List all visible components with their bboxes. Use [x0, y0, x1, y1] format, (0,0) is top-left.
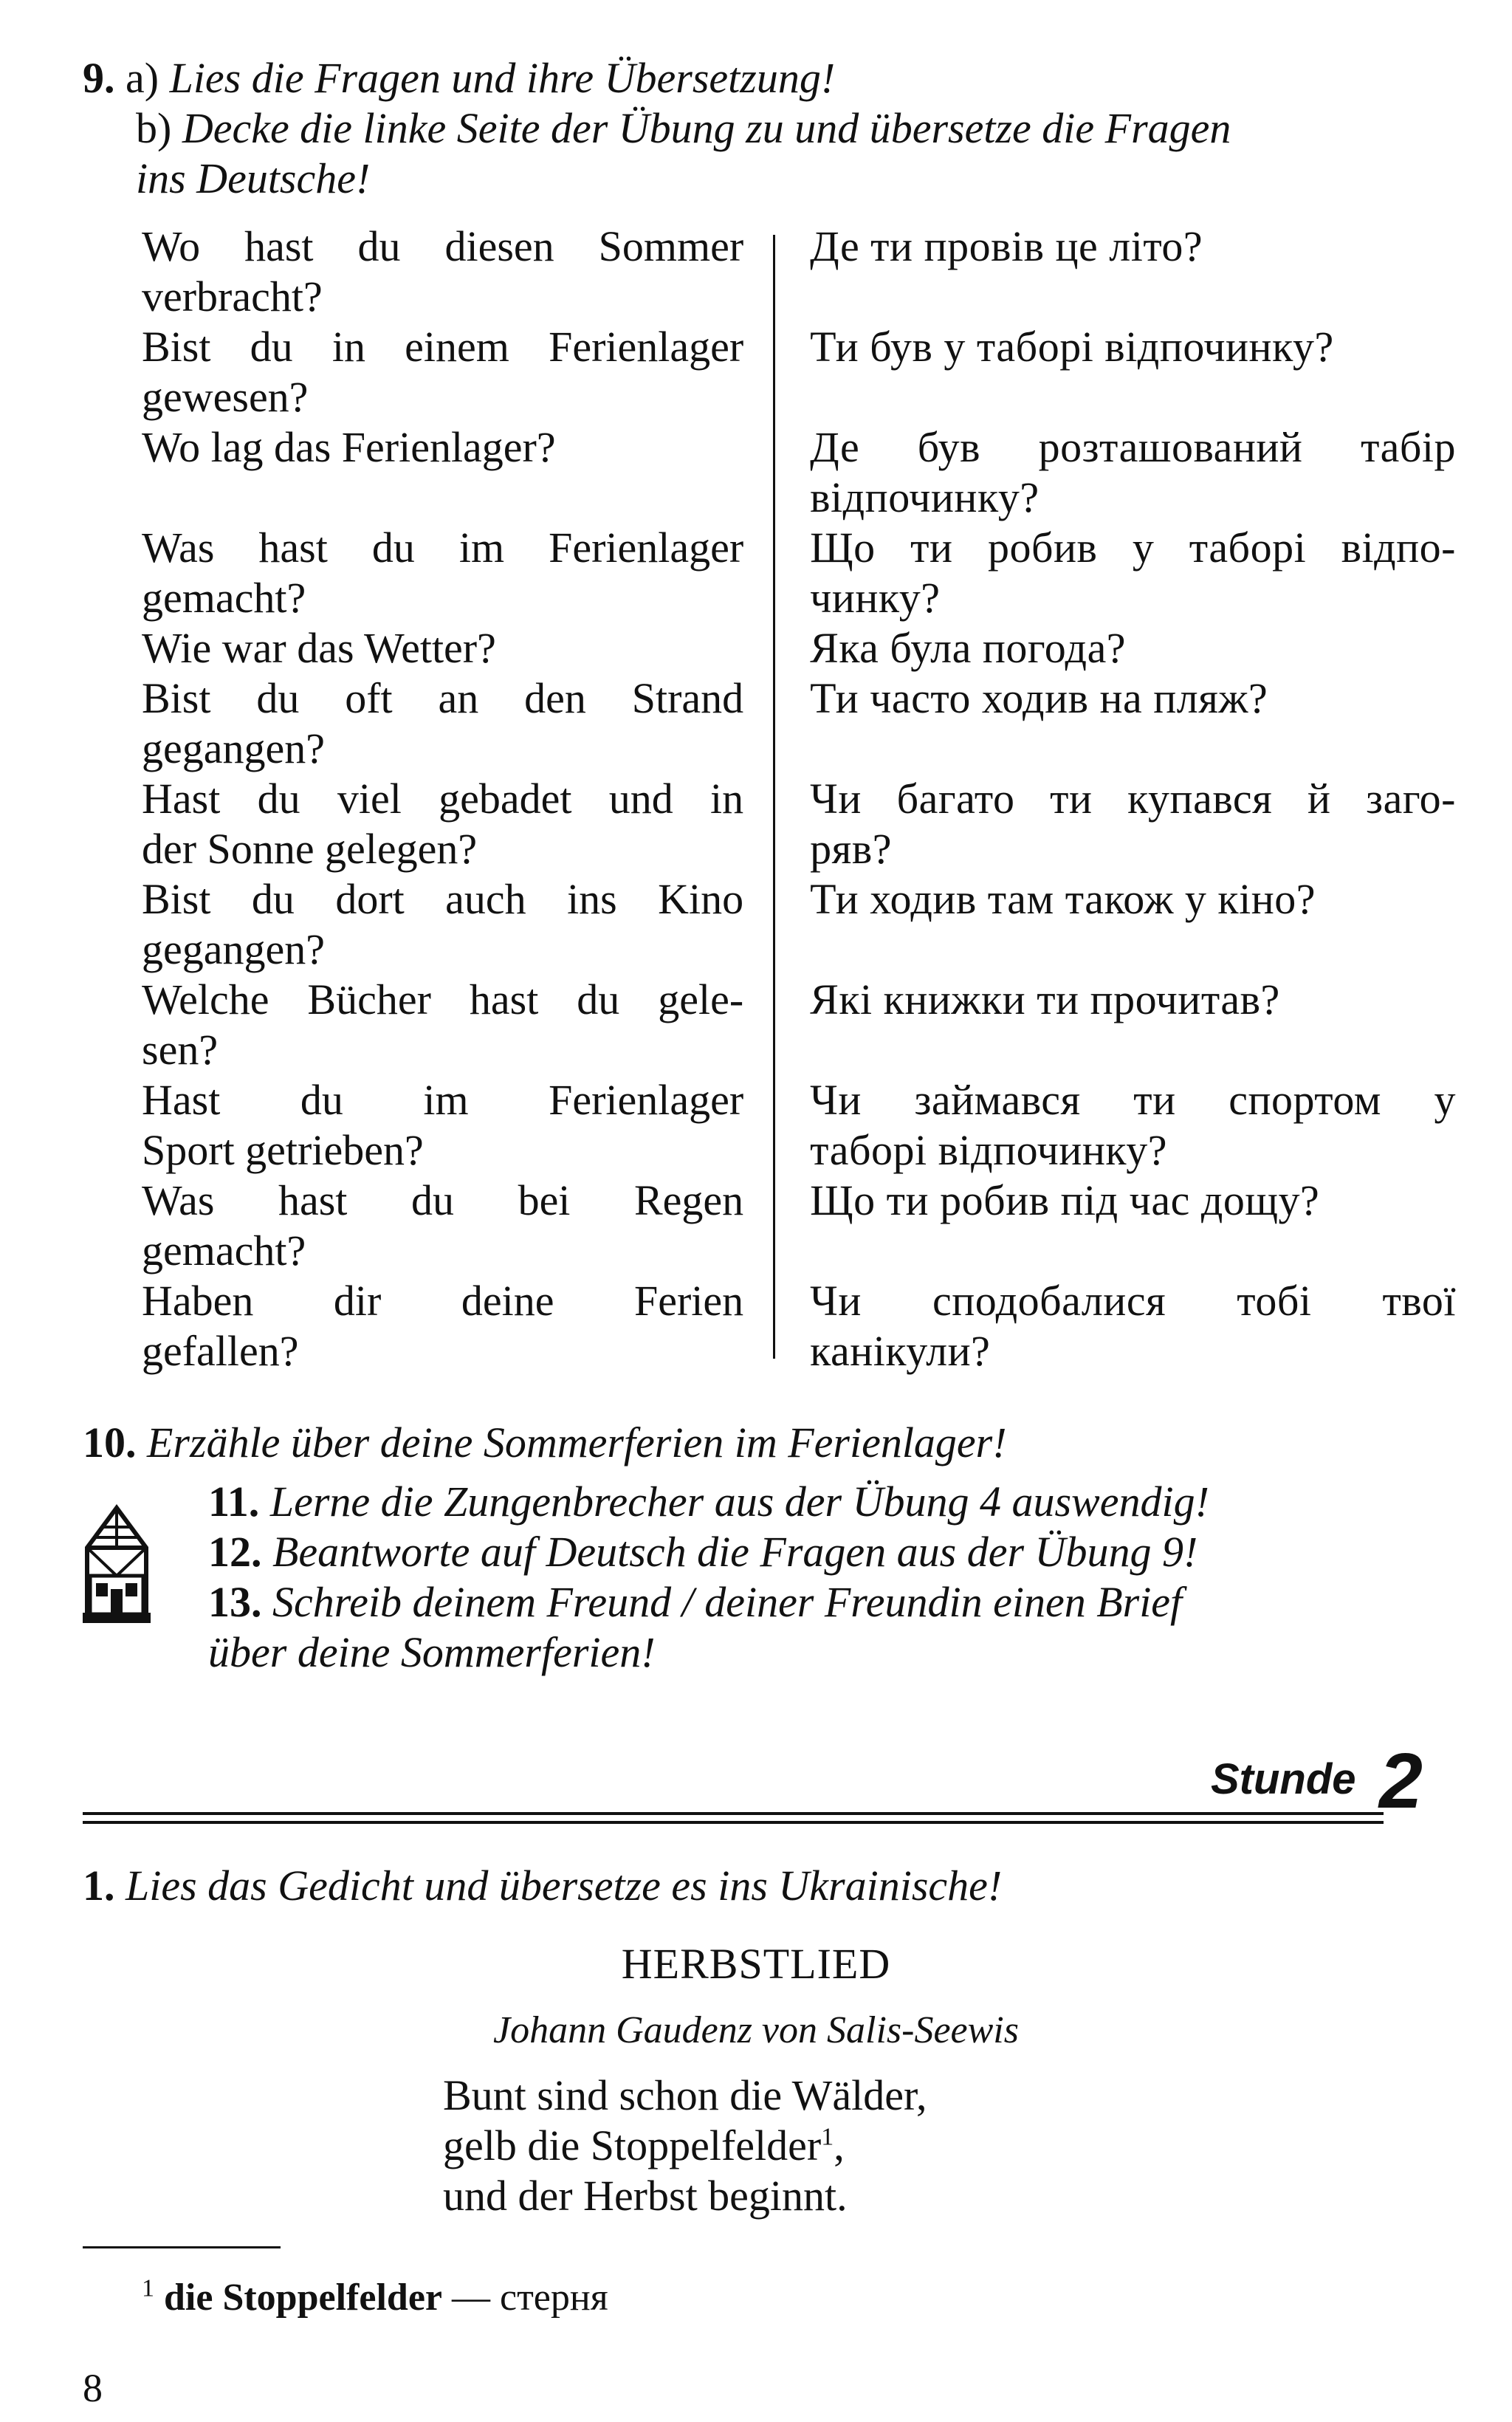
- footnote-dash: —: [441, 2277, 500, 2319]
- poem-line: und der Herbst beginnt.: [443, 2172, 848, 2220]
- german-question: [142, 422, 743, 523]
- ukrainian-translation: [810, 222, 1456, 322]
- poem-line-text: gelb die Stoppelfelder: [443, 2121, 822, 2169]
- german-question: [142, 975, 743, 1075]
- footnote: [142, 2274, 608, 2322]
- part-b-text-line2: ins Deutsche!: [136, 154, 371, 202]
- ukrainian-translation-line: Чи сподобалися тобі твої: [810, 1277, 1456, 1325]
- german-question-line: der Sonne gelegen?: [142, 825, 478, 873]
- german-question-line: Welche Bücher hast du gele-: [142, 975, 744, 1023]
- ukrainian-translation: [810, 874, 1456, 975]
- exercise-10-text: Erzähle über deine Sommerferien im Ferienlager!: [147, 1418, 1007, 1466]
- lesson2-exercise-1-text: Lies das Gedicht und übersetze es ins Ukrainische!: [126, 1862, 1003, 1910]
- german-question: [142, 1176, 743, 1276]
- section-rule-top: [83, 1812, 1384, 1815]
- ukrainian-translation-line: Де був розташований табір: [810, 423, 1456, 471]
- german-question: [142, 623, 743, 673]
- footnote-marker: 1: [142, 2274, 154, 2302]
- lesson2-exercise-1: [83, 1861, 1456, 1911]
- ukrainian-translation-line: Ти ходив там також у кіно?: [810, 875, 1316, 923]
- german-question-line: Bist du oft an den Strand: [142, 674, 744, 722]
- homework-item-number: 13.: [208, 1578, 262, 1626]
- ukrainian-translation: [810, 322, 1456, 422]
- ukrainian-translation: [810, 1075, 1456, 1176]
- ukrainian-translation-line: Що ти робив під час дощу?: [810, 1176, 1320, 1224]
- ukrainian-translation-line: [810, 372, 1456, 422]
- ukrainian-translation-line: [810, 924, 1456, 975]
- ukrainian-translation: [810, 1176, 1456, 1276]
- homework-item-11: [208, 1477, 1449, 1527]
- exercise-9-instructions: [83, 53, 1456, 204]
- german-question: [142, 222, 743, 322]
- poem-line: Bunt sind schon die Wälder,: [443, 2071, 927, 2119]
- section-rule-bottom: [83, 1821, 1384, 1824]
- ukrainian-translation-line: Чи займався ти спортом у: [810, 1076, 1456, 1124]
- lesson2-exercise-1-number: 1.: [83, 1862, 115, 1910]
- german-question-line: gegangen?: [142, 724, 325, 772]
- ukrainian-translation: [810, 523, 1456, 623]
- ukrainian-translation-line: [810, 1226, 1456, 1276]
- table-row: [142, 673, 1456, 774]
- house-icon: [80, 1502, 154, 1627]
- table-row: [142, 1176, 1456, 1276]
- german-question-line: Bist du dort auch ins Kino: [142, 875, 744, 923]
- german-question-line: [142, 473, 743, 523]
- german-question-line: Wo lag das Ferienlager?: [142, 423, 556, 471]
- lesson-heading-label: Stunde: [1211, 1755, 1356, 1803]
- german-question: [142, 774, 743, 874]
- homework-item-number: 11.: [208, 1478, 260, 1526]
- question-translation-table: [142, 222, 1456, 1376]
- german-question: [142, 322, 743, 422]
- ukrainian-translation-line: Ти часто ходив на пляж?: [810, 674, 1268, 722]
- german-question-line: gemacht?: [142, 574, 306, 622]
- exercise-10: [83, 1418, 1456, 1468]
- german-question: [142, 1276, 743, 1376]
- german-question-line: gefallen?: [142, 1327, 299, 1375]
- homework-item-text: Beantworte auf Deutsch die Fragen aus der Übung 9!: [272, 1528, 1198, 1576]
- ukrainian-translation: [810, 422, 1456, 523]
- german-question-line: Was hast du im Ferienlager: [142, 524, 744, 572]
- ukrainian-translation-line: канікули?: [810, 1327, 991, 1375]
- german-question-line: sen?: [142, 1026, 219, 1074]
- homework-item-text: Lerne die Zungenbrecher aus der Übung 4 auswendig!: [269, 1478, 1209, 1526]
- german-question-line: gemacht?: [142, 1227, 306, 1275]
- table-row: [142, 874, 1456, 975]
- homework-item-number: 12.: [208, 1528, 262, 1576]
- german-question-line: Haben dir deine Ferien: [142, 1277, 744, 1325]
- poem-body: [443, 2071, 1329, 2221]
- table-row: [142, 1276, 1456, 1376]
- exercise-10-number: 10.: [83, 1418, 137, 1466]
- ukrainian-translation-line: Що ти робив у таборі відпо-: [810, 524, 1456, 572]
- ukrainian-translation: [810, 673, 1456, 774]
- ukrainian-translation-line: ряв?: [810, 825, 892, 873]
- german-question-line: Was hast du bei Regen: [142, 1176, 744, 1224]
- ukrainian-translation-line: Які книжки ти прочитав?: [810, 975, 1280, 1023]
- german-question-line: verbracht?: [142, 272, 323, 320]
- page-number: 8: [83, 2366, 103, 2410]
- footnote-reference: 1: [821, 2123, 834, 2151]
- ukrainian-translation: [810, 975, 1456, 1075]
- poem-title: HERBSTLIED: [621, 1940, 891, 1988]
- german-question-line: Hast du viel gebadet und in: [142, 775, 744, 823]
- german-question-line: Hast du im Ferienlager: [142, 1076, 744, 1124]
- part-a-text: Lies die Fragen und ihre Übersetzung!: [169, 54, 836, 102]
- part-a-marker: a): [126, 54, 159, 102]
- german-question: [142, 673, 743, 774]
- exercise-9-number: 9.: [83, 54, 115, 102]
- table-row: [142, 774, 1456, 874]
- ukrainian-translation-line: Де ти провів це літо?: [810, 222, 1203, 270]
- ukrainian-translation-line: таборі відпочинку?: [810, 1126, 1167, 1174]
- exercise-9-part-b: [83, 103, 1456, 154]
- table-row: [142, 222, 1456, 322]
- ukrainian-translation-line: Чи багато ти купався й заго-: [810, 775, 1456, 823]
- table-row: [142, 975, 1456, 1075]
- footnote-rule: [83, 2246, 281, 2248]
- homework-item-text: Schreib deinem Freund / deiner Freundin einen Brief: [272, 1578, 1183, 1626]
- part-b-marker: b): [136, 104, 172, 152]
- table-row: [142, 623, 1456, 673]
- exercise-9-part-a: [83, 53, 1456, 103]
- ukrainian-translation-line: Ти був у таборі відпочинку?: [810, 323, 1334, 371]
- german-question-line: gegangen?: [142, 925, 325, 973]
- ukrainian-translation: [810, 774, 1456, 874]
- german-question: [142, 1075, 743, 1176]
- poem-line-punctuation: ,: [834, 2121, 845, 2169]
- ukrainian-translation: [810, 1276, 1456, 1376]
- ukrainian-translation-line: [810, 1025, 1456, 1075]
- ukrainian-translation: [810, 623, 1456, 673]
- table-row: [142, 523, 1456, 623]
- german-question-line: gewesen?: [142, 373, 309, 421]
- table-row: [142, 422, 1456, 523]
- footnote-translation: стерня: [499, 2277, 608, 2319]
- part-b-text-line1: Decke die linke Seite der Übung zu und übersetze die Fragen: [182, 104, 1231, 152]
- german-question-line: Sport getrieben?: [142, 1126, 424, 1174]
- footnote-term: die Stoppelfelder: [164, 2277, 442, 2319]
- german-question-line: Wie war das Wetter?: [142, 624, 496, 672]
- lesson-heading-number: 2: [1379, 1737, 1423, 1825]
- ukrainian-translation-line: Яка була погода?: [810, 624, 1127, 672]
- german-question-line: Wo hast du diesen Sommer: [142, 222, 744, 270]
- german-question: [142, 874, 743, 975]
- ukrainian-translation-line: відпочинку?: [810, 473, 1040, 521]
- homework-item-13: [208, 1577, 1449, 1627]
- ukrainian-translation-line: [810, 272, 1456, 322]
- table-row: [142, 1075, 1456, 1176]
- homework-item-12: [208, 1527, 1449, 1577]
- poem-author: Johann Gaudenz von Salis-Seewis: [492, 2009, 1019, 2051]
- ukrainian-translation-line: [810, 724, 1456, 774]
- german-question: [142, 523, 743, 623]
- table-row: [142, 322, 1456, 422]
- poem-line: [443, 2121, 1329, 2171]
- german-question-line: Bist du in einem Ferienlager: [142, 323, 744, 371]
- ukrainian-translation-line: чинку?: [810, 574, 941, 622]
- homework-item-text-continued: über deine Sommerferien!: [208, 1628, 656, 1676]
- homework-list: [208, 1477, 1449, 1678]
